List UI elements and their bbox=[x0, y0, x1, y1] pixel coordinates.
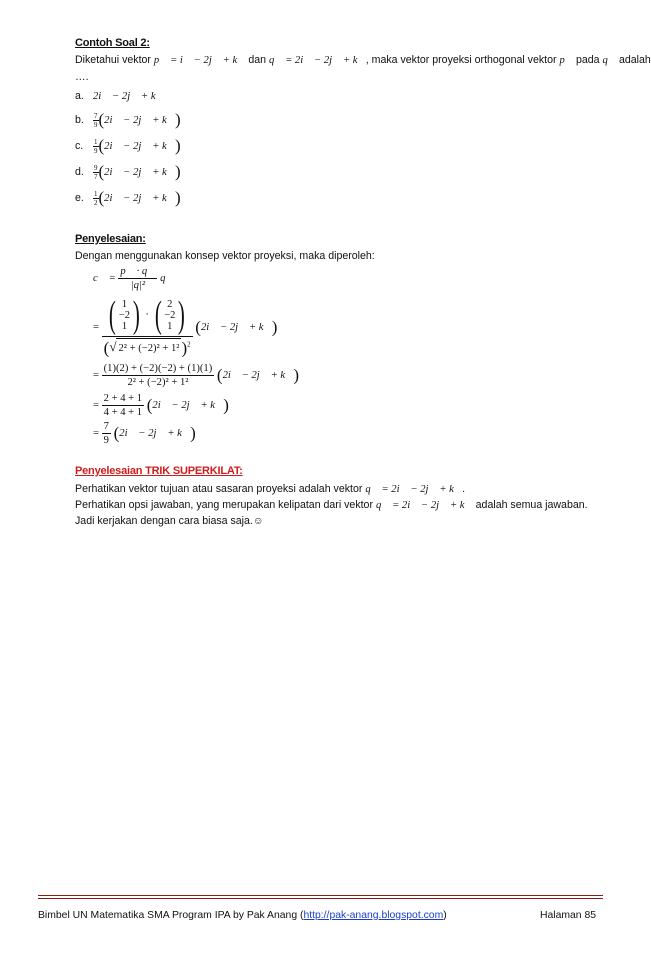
option-d[interactable]: d. $\frac{9}{7}$ (2i⃗ − 2j⃗ + k⃗) bbox=[75, 162, 181, 182]
step2-num: (1)(2) + (−2)(−2) + (1)(1) bbox=[103, 363, 213, 374]
footer-prefix: Bimbel UN Matematika SMA Program IPA by Pak Anang ( bbox=[38, 910, 304, 921]
page-number: Halaman 85 bbox=[540, 910, 597, 921]
trick-end-1: . bbox=[462, 483, 466, 495]
coef-num: 1 bbox=[94, 189, 98, 198]
coef-den: 9 bbox=[94, 146, 98, 155]
solution-intro: Dengan menggunakan konsep vektor proyeksi, maka diperoleh: bbox=[75, 250, 375, 262]
option-label: d. bbox=[75, 166, 84, 178]
footer-rule-thin bbox=[38, 898, 603, 899]
step-4: = $\frac{7}{9}$ (2i⃗ − 2j⃗ + k⃗) bbox=[93, 421, 196, 446]
option-label: a. bbox=[75, 90, 84, 102]
question-text-d: pada bbox=[573, 54, 603, 66]
sqrt-expr: 2² + (−2)² + 1² bbox=[116, 338, 181, 359]
q-symbol: q⃗ bbox=[602, 55, 617, 66]
trick-line-2 bbox=[75, 498, 588, 513]
equals: = bbox=[93, 370, 99, 381]
dot-operator: · bbox=[145, 309, 149, 321]
vector-p bbox=[119, 299, 130, 332]
question-ellipsis: …. bbox=[75, 71, 89, 83]
p-symbol: p⃗ bbox=[559, 55, 573, 66]
step-3: = $\frac{2 + 4 + 1}{4 + 4 + 1}$ (2i⃗ − 2j⃗ + k⃗) bbox=[93, 393, 229, 418]
step1-fraction bbox=[102, 296, 193, 359]
step1-expr: 2i⃗ − 2j⃗ + k⃗ bbox=[200, 322, 272, 333]
option-expr: 2i⃗ − 2j⃗ + k⃗ bbox=[104, 193, 175, 204]
step4-fraction bbox=[102, 420, 111, 447]
option-label: b. bbox=[75, 114, 84, 126]
option-expr: 2i⃗ − 2j⃗ + k⃗ bbox=[104, 167, 175, 178]
option-expr: 2i⃗ − 2j⃗ + k⃗ bbox=[104, 115, 175, 126]
q-definition: q⃗ = 2i⃗ − 2j⃗ + k⃗ bbox=[268, 55, 366, 66]
step0-den: |q|² bbox=[130, 280, 146, 291]
step3-fraction bbox=[102, 392, 144, 419]
question-text-c: , maka vektor proyeksi orthogonal vektor bbox=[365, 54, 560, 66]
step3-num: 2 + 4 + 1 bbox=[103, 393, 143, 404]
step0-num: p⃗ · q⃗ bbox=[120, 266, 156, 277]
question-line-1 bbox=[75, 53, 651, 68]
coef-num: 1 bbox=[94, 137, 98, 146]
trick-end-2: adalah semua jawaban. bbox=[472, 499, 588, 511]
trick-math-1: q⃗ = 2i⃗ − 2j⃗ + k⃗ bbox=[365, 484, 463, 495]
vec-p-x: 1 bbox=[121, 298, 128, 310]
footer-left bbox=[38, 910, 447, 921]
vec-q-x: 2 bbox=[167, 298, 173, 310]
option-label: e. bbox=[75, 192, 84, 204]
step0-q: q⃗ bbox=[160, 273, 174, 284]
vec-p-y: −2 bbox=[118, 309, 131, 321]
vec-q-z: 1 bbox=[167, 320, 173, 332]
c-symbol: c⃗ = bbox=[93, 273, 116, 284]
footer-rule-thick bbox=[38, 895, 603, 896]
trick-heading: Penyelesaian TRIK SUPERKILAT: bbox=[75, 465, 243, 477]
step-2: = $\frac{(1)(2) + (-2)(-2) + (1)(1)}{\text{2² + (−2)² + 1²}}$ (2i⃗ − 2j⃗ + k⃗) bbox=[93, 363, 300, 388]
question-text-b: dan bbox=[245, 54, 269, 66]
option-e[interactable]: e. $\frac{1}{2}$ (2i⃗ − 2j⃗ + k⃗) bbox=[75, 188, 181, 208]
trick-text-1: Perhatikan vektor tujuan atau sasaran proyeksi adalah vektor bbox=[75, 483, 366, 495]
coef-num: 9 bbox=[94, 163, 98, 172]
coef-den: 7 bbox=[94, 172, 98, 181]
vec-p-z: 1 bbox=[121, 320, 128, 332]
question-text-a: Diketahui vektor bbox=[75, 54, 154, 66]
option-c[interactable]: c. $\frac{1}{9}$ (2i⃗ − 2j⃗ + k⃗) bbox=[75, 136, 181, 156]
step2-expr: 2i⃗ − 2j⃗ + k⃗ bbox=[222, 370, 294, 381]
equals: = bbox=[93, 400, 99, 411]
option-b[interactable]: b. $\frac{7}{9}$ (2i⃗ − 2j⃗ + k⃗) bbox=[75, 110, 181, 130]
footer-link[interactable]: http://pak-anang.blogspot.com bbox=[303, 910, 444, 921]
step2-fraction bbox=[102, 362, 215, 389]
step4-expr: 2i⃗ − 2j⃗ + k⃗ bbox=[119, 428, 191, 439]
coef-den: 2 bbox=[94, 198, 98, 207]
coef-den: 9 bbox=[94, 120, 98, 129]
option-label: c. bbox=[75, 140, 84, 152]
option-expr: 2i⃗ − 2j⃗ + k⃗ bbox=[104, 141, 175, 152]
trick-line-3 bbox=[75, 514, 264, 528]
smiley-icon: ☺ bbox=[252, 515, 264, 527]
equals: = bbox=[93, 428, 99, 439]
step4-den: 9 bbox=[103, 435, 109, 446]
vec-q-y: −2 bbox=[164, 309, 176, 321]
question-text-e: adalah bbox=[616, 54, 651, 66]
step2-den: 2² + (−2)² + 1² bbox=[127, 377, 189, 388]
solution-heading: Penyelesaian: bbox=[75, 233, 146, 245]
option-expr: 2i⃗ − 2j⃗ + k⃗ bbox=[93, 91, 164, 102]
trick-text-2: Perhatikan opsi jawaban, yang merupakan kelipatan dari vektor bbox=[75, 499, 376, 511]
step1-num: ( 1 −2 1 ) · ( 2 −2 1 ) bbox=[102, 296, 193, 337]
footer-suffix: ) bbox=[443, 910, 447, 921]
step-1: = ( 1 −2 1 ) · ( 2 −2 1 ) (√ 2² + (−2)² + 1² )$^2$ (2i⃗ − 2j⃗ + k⃗) bbox=[93, 294, 278, 358]
step3-expr: 2i⃗ − 2j⃗ + k⃗ bbox=[152, 400, 224, 411]
step0-fraction bbox=[118, 265, 157, 292]
trick-line-1 bbox=[75, 482, 465, 497]
trick-math-2: q⃗ = 2i⃗ − 2j⃗ + k⃗ bbox=[375, 500, 473, 511]
step4-num: 7 bbox=[103, 421, 109, 432]
vector-q bbox=[164, 299, 175, 332]
coef-num: 7 bbox=[94, 111, 98, 120]
equals: = bbox=[93, 322, 99, 333]
trick-text-3: Jadi kerjakan dengan cara biasa saja. bbox=[75, 515, 253, 527]
square-exp: 2 bbox=[187, 340, 191, 349]
option-a[interactable] bbox=[75, 87, 164, 105]
p-definition: p⃗ = i⃗ − 2j⃗ + k⃗ bbox=[153, 55, 246, 66]
example-heading: Contoh Soal 2: bbox=[75, 37, 150, 49]
step1-den: (√ 2² + (−2)² + 1² )$^2$ bbox=[103, 338, 191, 358]
step3-den: 4 + 4 + 1 bbox=[103, 407, 143, 418]
step-0 bbox=[93, 265, 174, 292]
